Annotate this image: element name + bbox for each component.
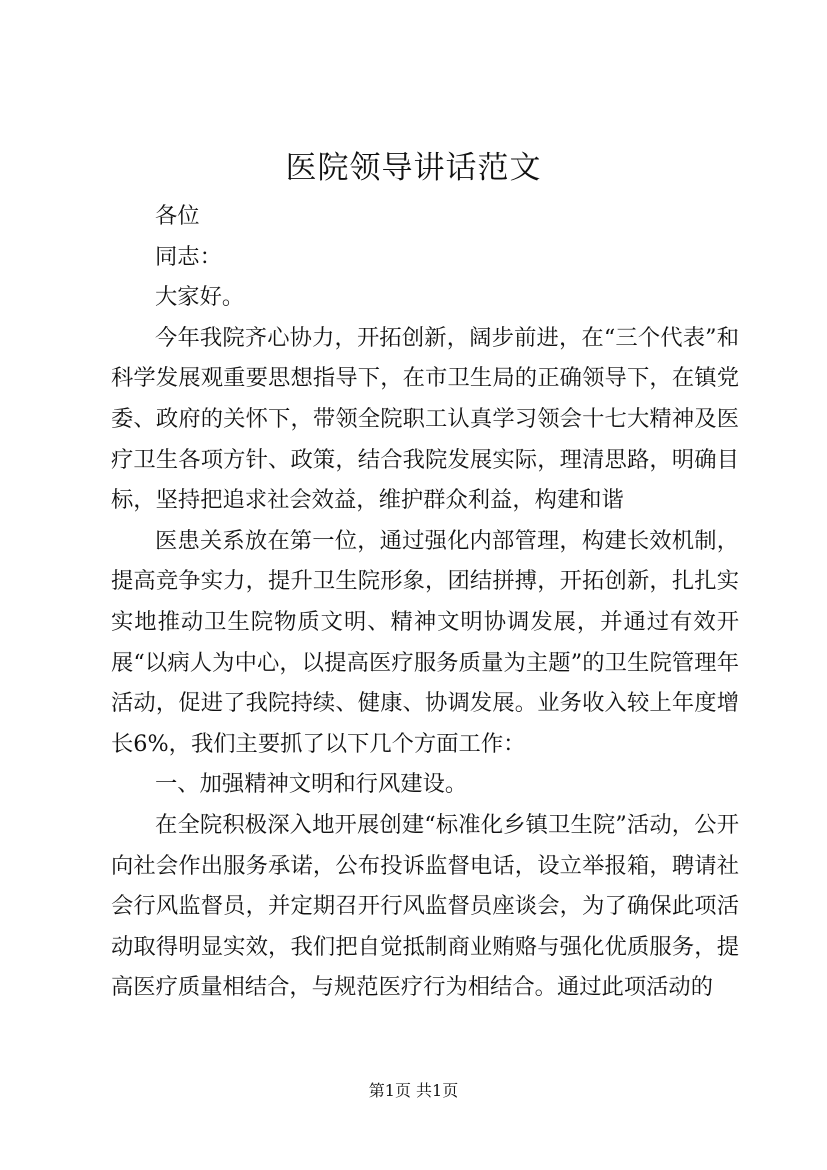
paragraph-greeting: 大家好。	[155, 284, 245, 311]
document-title: 医院领导讲话范文	[285, 150, 542, 186]
paragraph-1: 今年我院齐心协力，开拓创新，阔步前进，在“三个代表”和科学发展观重要思想指导下，在市卫生局的正确领导下，在镇党委、政府的关怀下，带领全院职工认真学习领会十七大精神及医疗卫生各项方针、政策，结合我院发展实际，理清思路，明确目标，坚持把追求社会效益，维护群众利益，构建和谐	[111, 324, 739, 514]
paragraph-salutation-2: 同志：	[155, 243, 222, 270]
paragraph-2: 医患关系放在第一位，通过强化内部管理，构建长效机制，提高竞争实力，提升卫生院形象，团结拼搏，开拓创新，扎扎实实地推动卫生院物质文明、精神文明协调发展，并通过有效开展“以病人为中心，以提高医疗服务质量为主题”的卫生院管理年活动，促进了我院持续、健康、协调发展。业务收入较上年度增长6%，我们主要抓了以下几个方面工作：	[111, 527, 739, 757]
paragraph-3: 在全院积极深入地开展创建“标准化乡镇卫生院”活动，公开向社会作出服务承诺，公布投诉监督电话，设立举报箱，聘请社会行风监督员，并定期召开行风监督员座谈会，为了确保此项活动取得明显实效，我们把自觉抵制商业贿赂与强化优质服务，提高医疗质量相结合，与规范医疗行为相结合。通过此项活动的	[111, 811, 739, 1001]
section-heading-1: 一、加强精神文明和行风建设。	[155, 771, 468, 798]
document-body	[111, 196, 739, 1008]
paragraph-salutation-1: 各位	[155, 203, 200, 229]
page-footer: 第1页 共1页	[368, 1081, 459, 1100]
